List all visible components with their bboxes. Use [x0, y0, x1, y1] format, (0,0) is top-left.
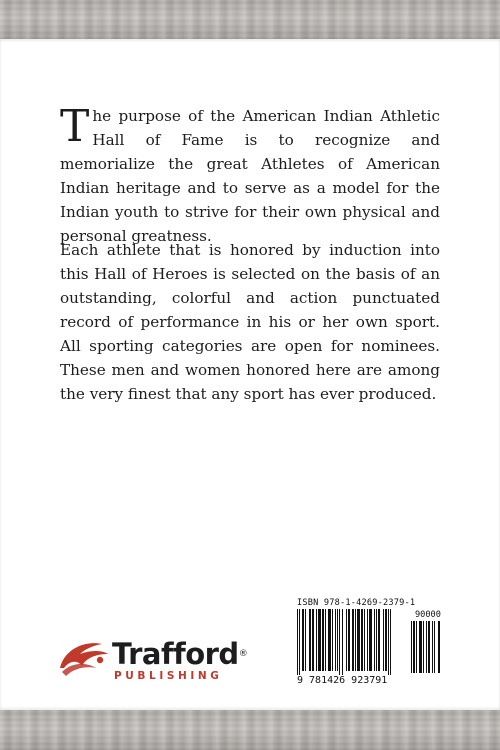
publisher-name — [112, 638, 247, 670]
publisher-subtitle: PUBLISHING — [114, 670, 223, 682]
trafford-swoosh-icon — [56, 638, 112, 682]
isbn-barcode — [296, 597, 446, 688]
paragraph-purpose — [60, 101, 440, 248]
barcode-digits: 9 781426 923791 — [297, 675, 388, 686]
barcode-bars-addon — [410, 621, 444, 675]
publisher-name-text: Trafford — [112, 637, 239, 671]
trademark-mark: ® — [238, 649, 248, 659]
barcode-bars-ean13 — [296, 609, 408, 675]
paragraph-purpose-text: he purpose of the American Indian Athletic Hall of Fame is to recognize and memorialize the great Athletes of American Indian heritage and to serve as a model for the Indian youth to strive for their own physical and personal greatness. — [60, 107, 440, 245]
drop-cap: T — [60, 101, 90, 152]
wood-border-top — [0, 0, 500, 39]
price-code: 90000 — [415, 610, 441, 620]
paragraph-selection: Each athlete that is honored by induction into this Hall of Heroes is selected on the basis of an outstanding, colorful and action punctuated record of performance in his or her own sport. All sporting categories are open for nominees. These men and women honored here are among the very finest that any sport has ever produced. — [60, 241, 440, 403]
wood-border-bottom — [0, 710, 500, 750]
isbn-label: ISBN 978-1-4269-2379-1 — [297, 598, 416, 608]
publisher-logo — [56, 638, 246, 686]
